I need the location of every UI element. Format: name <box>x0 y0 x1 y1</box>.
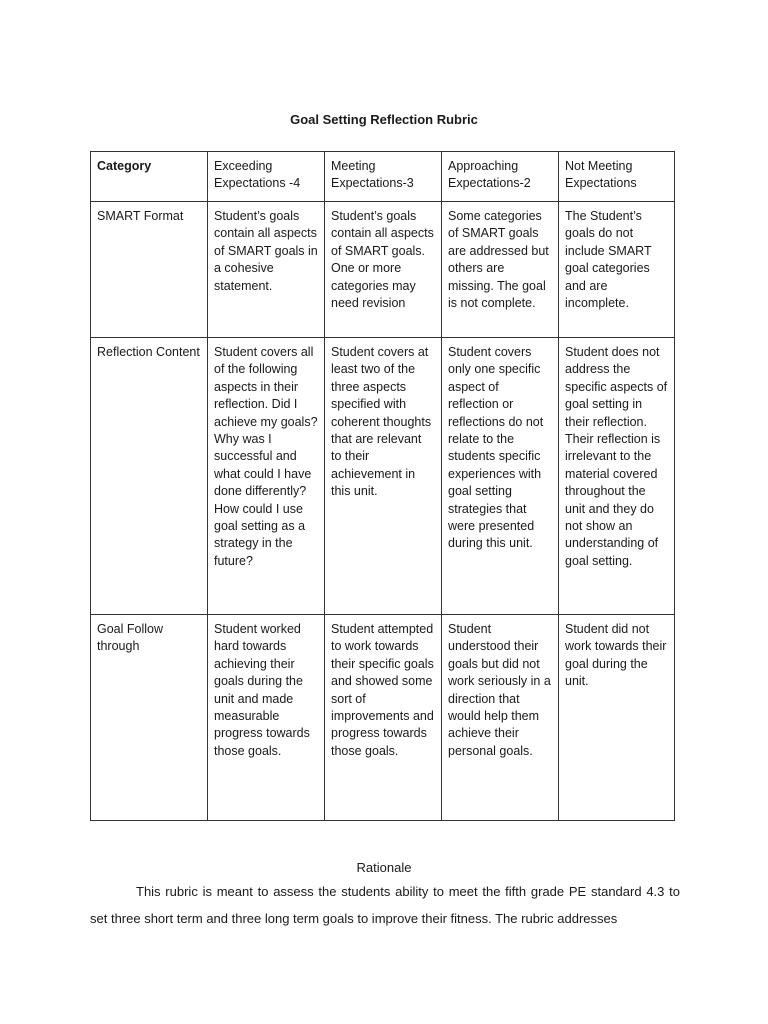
rationale-heading: Rationale <box>356 860 412 875</box>
header-meeting: Meeting Expectations-3 <box>325 152 442 202</box>
header-approaching: Approaching Expectations-2 <box>442 152 559 202</box>
table-row <box>91 615 675 821</box>
table-cell: Student attempted to work towards their specific goals and showed some sort of improvements and progress towards those goals. <box>325 615 442 821</box>
table-cell: Student covers at least two of the three aspects specified with coherent thoughts that are relevant to their achievement in this unit. <box>325 338 442 615</box>
table-row <box>91 202 675 338</box>
rubric-table <box>90 151 675 821</box>
table-cell: Student did not work towards their goal during the unit. <box>559 615 675 821</box>
table-cell: Student does not address the specific aspects of goal setting in their reflection. Their reflection is irrelevant to the material covered throughout the unit and they do not show an understanding of goal setting. <box>559 338 675 615</box>
header-exceeding: Exceeding Expectations -4 <box>208 152 325 202</box>
table-cell: Student covers all of the following aspects in their reflection. Did I achieve my goals? Why was I successful and what could I have done differently? How could I use goal setting as a strategy in the future? <box>208 338 325 615</box>
table-cell: Student’s goals contain all aspects of SMART goals in a cohesive statement. <box>208 202 325 338</box>
rationale-paragraph: This rubric is meant to assess the students ability to meet the fifth grade PE standard 4.3 to set three short term and three long term goals to improve their fitness. The rubric addresses <box>90 884 680 926</box>
header-not-meeting: Not Meeting Expectations <box>559 152 675 202</box>
page-title: Goal Setting Reflection Rubric <box>290 112 478 127</box>
table-cell: Student covers only one specific aspect of reflection or reflections do not relate to the students specific experiences with goal setting strategies that were presented during this unit. <box>442 338 559 615</box>
table-cell: Some categories of SMART goals are addressed but others are missing. The goal is not complete. <box>442 202 559 338</box>
row-category: SMART Format <box>91 202 208 338</box>
table-cell: Student worked hard towards achieving their goals during the unit and made measurable progress towards those goals. <box>208 615 325 821</box>
row-category: Goal Follow through <box>91 615 208 821</box>
table-cell: Student’s goals contain all aspects of SMART goals. One or more categories may need revision <box>325 202 442 338</box>
row-category: Reflection Content <box>91 338 208 615</box>
table-cell: The Student’s goals do not include SMART goal categories and are incomplete. <box>559 202 675 338</box>
header-category: Category <box>91 152 208 202</box>
table-header-row <box>91 152 675 202</box>
table-row <box>91 338 675 615</box>
table-cell: Student understood their goals but did not work seriously in a direction that would help them achieve their personal goals. <box>442 615 559 821</box>
